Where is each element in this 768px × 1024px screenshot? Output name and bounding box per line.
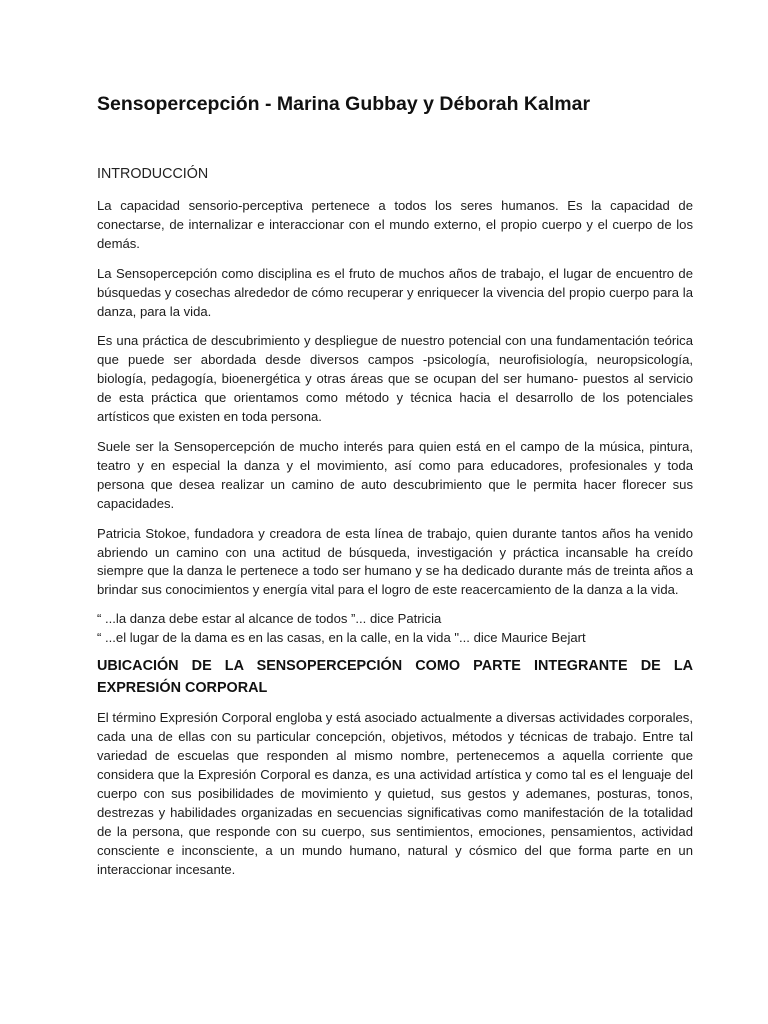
paragraph-intro-4: Suele ser la Sensopercepción de mucho interés para quien está en el campo de la música, pintura, teatro y en especial la danza y el movimiento, así como para educadores, profesionales y toda persona que desea realizar un camino de auto descubrimiento que le permita hacer florecer sus capacidades.: [97, 438, 693, 511]
section-paragraph: El término Expresión Corporal engloba y está asociado actualmente a diversas actividades corporales, cada una de ellas con su particular concepción, objetivos, métodos y técnicas de trabajo. Entre tal variedad de escuelas que responden al mismo nombre, pertenecemos a aquella corriente que considera que la Expresión Corporal es danza, es una actividad artística y como tal es el lenguaje del cuerpo con sus posibilidades de movimiento y quietud, sus gestos y ademanes, posturas, tonos, destrezas y habilidades organizadas en secuencias significativas como manifestación de la totalidad de la persona, que responde con su cuerpo, sus sentimientos, emociones, pensamientos, actividad consciente e inconsciente, a un mundo humano, natural y cósmico del que forma parte en un interaccionar incesante.: [97, 710, 693, 877]
paragraph-intro-2: La Sensopercepción como disciplina es el fruto de muchos años de trabajo, el lugar de encuentro de búsquedas y cosechas alrededor de cómo recuperar y enriquecer la vivencia del propio cuerpo para la danza, para la vida.: [97, 265, 693, 319]
quotes-block: [97, 610, 693, 647]
paragraph-intro-3: Es una práctica de descubrimiento y despliegue de nuestro potencial con una fundamentación teórica que puede ser abordada desde diversos campos -psicología, neurofisiología, neuropsicología, biología, pedagogía, bioenergética y otras áreas que se ocupan del ser humano- puestos al servicio de esta práctica que orientamos como método y técnica hacia el desarrollo de los potenciales artísticos que existen en toda persona.: [97, 333, 693, 425]
document-title: Sensopercepción - Marina Gubbay y Déborah Kalmar: [97, 93, 591, 115]
paragraph-intro-5: Patricia Stokoe, fundadora y creadora de esta línea de trabajo, quien durante tantos años ha venido abriendo un camino con una actitud de búsqueda, investigación y práctica incansable ha creído siempre que la danza le pertenece a todo ser humano y se ha dedicado durante más de treinta años a brindar sus conocimientos y energía vital para el logro de este reacercamiento de la danza a la vida.: [97, 525, 693, 598]
paragraph-intro-1: La capacidad sensorio-perceptiva pertenece a todos los seres humanos. Es la capacidad de conectarse, de internalizar e interaccionar con el mundo externo, el propio cuerpo y el cuerpo de los demás.: [97, 198, 693, 251]
quote-bejart: “ ...el lugar de la dama es en las casas, en la calle, en la vida "... dice Maurice Bejart: [97, 629, 586, 645]
intro-heading: INTRODUCCIÓN: [97, 166, 209, 182]
document-body: [97, 197, 693, 891]
quote-patricia: “ ...la danza debe estar al alcance de todos ”... dice Patricia: [97, 611, 442, 627]
section-heading: UBICACIÓN DE LA SENSOPERCEPCIÓN COMO PARTE INTEGRANTE DE LA EXPRESIÓN CORPORAL: [97, 658, 693, 696]
